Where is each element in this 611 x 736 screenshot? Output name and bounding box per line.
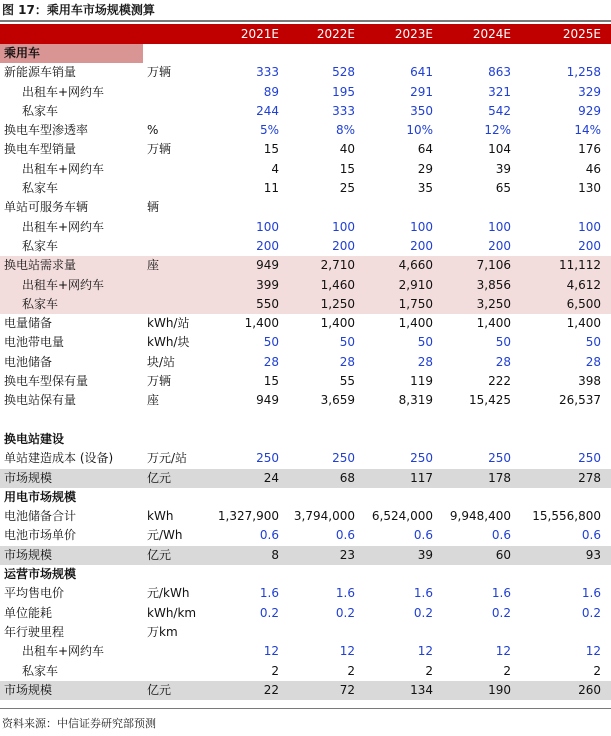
row-label: 换电站需求量	[4, 258, 77, 273]
value-cell: 333	[256, 65, 279, 80]
value-cell: 100	[332, 219, 355, 234]
table-row	[0, 565, 611, 584]
table-row	[0, 353, 611, 372]
value-cell: 64	[417, 142, 433, 157]
value-cell: 15,425	[469, 393, 511, 408]
value-cell: 1,400	[244, 316, 279, 331]
table-row	[0, 83, 611, 102]
value-cell: 3,250	[476, 296, 511, 311]
row-unit: 座	[147, 258, 160, 273]
value-cell: 250	[410, 451, 433, 466]
value-cell: 6,524,000	[371, 509, 433, 524]
value-cell: 2	[593, 663, 601, 678]
value-cell: 190	[488, 682, 511, 697]
value-cell: 195	[332, 84, 355, 99]
value-cell: 12%	[484, 123, 511, 138]
value-cell: 321	[488, 84, 511, 99]
table-row	[0, 160, 611, 179]
table-row	[0, 121, 611, 140]
value-cell: 50	[495, 335, 511, 350]
value-cell: 0.2	[581, 605, 601, 620]
value-cell: 130	[578, 181, 601, 196]
value-cell: 35	[417, 181, 433, 196]
value-cell: 4,612	[566, 277, 601, 292]
table-row	[0, 333, 611, 352]
value-cell: 9,948,400	[449, 509, 511, 524]
value-cell: 1,750	[398, 296, 433, 311]
table-row	[0, 102, 611, 121]
value-cell: 200	[256, 238, 279, 253]
value-cell: 22	[263, 682, 279, 697]
table-row	[0, 372, 611, 391]
value-cell: 929	[578, 103, 601, 118]
row-label: 换电车型渗透率	[4, 123, 89, 138]
value-cell: 15	[339, 161, 355, 176]
value-cell: 2	[503, 663, 511, 678]
row-label: 单位能耗	[4, 605, 53, 620]
market-size-table	[0, 24, 611, 700]
value-cell: 4	[271, 161, 279, 176]
row-label: 单站可服务车辆	[4, 200, 89, 215]
row-unit: kWh/块	[147, 335, 190, 350]
value-cell: 28	[263, 354, 279, 369]
value-cell: 1,258	[566, 65, 601, 80]
value-cell: 100	[256, 219, 279, 234]
value-cell: 0.6	[413, 528, 433, 543]
value-cell: 641	[410, 65, 433, 80]
value-cell: 3,856	[476, 277, 511, 292]
value-cell: 8,319	[398, 393, 433, 408]
table-row	[0, 411, 611, 430]
value-cell: 28	[417, 354, 433, 369]
value-cell: 949	[256, 258, 279, 273]
row-label: 平均售电价	[4, 586, 65, 601]
value-cell: 26,537	[559, 393, 601, 408]
value-cell: 15	[263, 374, 279, 389]
value-cell: 100	[578, 219, 601, 234]
row-label: 出租车+网约车	[22, 84, 105, 99]
value-cell: 0.2	[259, 605, 279, 620]
value-cell: 200	[410, 238, 433, 253]
value-cell: 1.6	[413, 586, 433, 601]
value-cell: 117	[410, 470, 433, 485]
value-cell: 134	[410, 682, 433, 697]
row-label: 出租车+网约车	[22, 644, 105, 659]
value-cell: 0.6	[491, 528, 511, 543]
year-header: 2025E	[562, 27, 601, 41]
value-cell: 2	[347, 663, 355, 678]
value-cell: 1.6	[581, 586, 601, 601]
value-cell: 222	[488, 374, 511, 389]
value-cell: 178	[488, 470, 511, 485]
value-cell: 28	[495, 354, 511, 369]
row-unit: 元/Wh	[147, 528, 183, 543]
row-unit: 亿元	[147, 470, 172, 485]
value-cell: 28	[339, 354, 355, 369]
value-cell: 200	[332, 238, 355, 253]
year-header: 2021E	[240, 27, 279, 41]
table-body	[0, 44, 611, 700]
value-cell: 291	[410, 84, 433, 99]
row-label: 电池带电量	[4, 335, 65, 350]
value-cell: 200	[578, 238, 601, 253]
row-label: 换电站建设	[4, 431, 65, 446]
table-row	[0, 140, 611, 159]
value-cell: 8%	[335, 123, 355, 138]
row-label: 运营市场规模	[4, 567, 77, 582]
value-cell: 398	[578, 374, 601, 389]
value-cell: 260	[578, 682, 601, 697]
table-row	[0, 44, 611, 63]
row-label: 电池储备	[4, 354, 53, 369]
value-cell: 29	[417, 161, 433, 176]
title-divider	[0, 20, 611, 22]
value-cell: 11	[263, 181, 279, 196]
table-row	[0, 276, 611, 295]
table-row	[0, 430, 611, 449]
value-cell: 2	[425, 663, 433, 678]
row-label: 新能源车销量	[4, 65, 77, 80]
row-unit: 亿元	[147, 682, 172, 697]
table-row	[0, 546, 611, 565]
row-label: 出租车+网约车	[22, 219, 105, 234]
value-cell: 250	[488, 451, 511, 466]
row-label: 私家车	[22, 296, 59, 311]
value-cell: 250	[332, 451, 355, 466]
source-note: 资料来源：中信证券研究部预测	[2, 717, 156, 730]
value-cell: 1,400	[476, 316, 511, 331]
value-cell: 65	[495, 181, 511, 196]
value-cell: 55	[339, 374, 355, 389]
value-cell: 7,106	[476, 258, 511, 273]
row-label: 市场规模	[4, 682, 53, 697]
table-row	[0, 623, 611, 642]
row-unit: kWh/站	[147, 316, 190, 331]
table-row	[0, 526, 611, 545]
row-label: 私家车	[22, 238, 59, 253]
value-cell: 12	[585, 644, 601, 659]
value-cell: 46	[585, 161, 601, 176]
row-unit: 亿元	[147, 547, 172, 562]
value-cell: 15	[263, 142, 279, 157]
row-unit: kWh/km	[147, 605, 197, 620]
value-cell: 200	[488, 238, 511, 253]
row-unit: 元/kWh	[147, 586, 190, 601]
table-row	[0, 198, 611, 217]
value-cell: 1.6	[491, 586, 511, 601]
table-row	[0, 391, 611, 410]
row-label: 电量储备	[4, 316, 53, 331]
row-label: 换电车型销量	[4, 142, 77, 157]
value-cell: 12	[417, 644, 433, 659]
value-cell: 15,556,800	[532, 509, 601, 524]
row-label	[0, 411, 4, 430]
value-cell: 329	[578, 84, 601, 99]
row-label: 乘用车	[0, 44, 143, 63]
row-label: 市场规模	[4, 547, 53, 562]
table-row	[0, 237, 611, 256]
value-cell: 50	[339, 335, 355, 350]
value-cell: 250	[256, 451, 279, 466]
value-cell: 8	[271, 547, 279, 562]
value-cell: 40	[339, 142, 355, 157]
value-cell: 333	[332, 103, 355, 118]
table-header-row	[0, 24, 611, 44]
value-cell: 1,460	[320, 277, 355, 292]
table-row	[0, 642, 611, 661]
row-unit: 万辆	[147, 142, 172, 157]
value-cell: 39	[417, 547, 433, 562]
value-cell: 119	[410, 374, 433, 389]
value-cell: 863	[488, 65, 511, 80]
row-unit: 辆	[147, 200, 160, 215]
value-cell: 550	[256, 296, 279, 311]
value-cell: 12	[495, 644, 511, 659]
value-cell: 1,400	[320, 316, 355, 331]
value-cell: 100	[488, 219, 511, 234]
value-cell: 2,910	[398, 277, 433, 292]
value-cell: 10%	[406, 123, 433, 138]
row-label: 用电市场规模	[4, 489, 77, 504]
table-row	[0, 584, 611, 603]
table-row	[0, 662, 611, 681]
value-cell: 104	[488, 142, 511, 157]
value-cell: 250	[578, 451, 601, 466]
row-label: 换电站保有量	[4, 393, 77, 408]
value-cell: 0.2	[335, 605, 355, 620]
value-cell: 2	[271, 663, 279, 678]
value-cell: 4,660	[398, 258, 433, 273]
value-cell: 528	[332, 65, 355, 80]
value-cell: 1,400	[398, 316, 433, 331]
value-cell: 176	[578, 142, 601, 157]
value-cell: 5%	[259, 123, 279, 138]
figure-title: 图 17：乘用车市场规模测算	[2, 3, 155, 17]
value-cell: 24	[263, 470, 279, 485]
row-label: 私家车	[22, 181, 59, 196]
row-unit: 万辆	[147, 374, 172, 389]
value-cell: 68	[339, 470, 355, 485]
row-unit: 万元/站	[147, 451, 188, 466]
row-label: 出租车+网约车	[22, 161, 105, 176]
value-cell: 50	[585, 335, 601, 350]
value-cell: 60	[495, 547, 511, 562]
value-cell: 50	[263, 335, 279, 350]
table-row	[0, 314, 611, 333]
row-unit: 块/站	[147, 354, 176, 369]
value-cell: 399	[256, 277, 279, 292]
row-label: 电池市场单价	[4, 528, 77, 543]
value-cell: 3,794,000	[293, 509, 355, 524]
row-label: 私家车	[22, 663, 59, 678]
table-row	[0, 295, 611, 314]
table-row	[0, 681, 611, 700]
value-cell: 0.2	[413, 605, 433, 620]
row-unit: 座	[147, 393, 160, 408]
row-label: 单站建造成本 (设备)	[4, 451, 114, 466]
value-cell: 1,250	[320, 296, 355, 311]
value-cell: 1,400	[566, 316, 601, 331]
value-cell: 89	[263, 84, 279, 99]
value-cell: 244	[256, 103, 279, 118]
value-cell: 3,659	[320, 393, 355, 408]
value-cell: 12	[263, 644, 279, 659]
table-row	[0, 179, 611, 198]
value-cell: 28	[585, 354, 601, 369]
value-cell: 1,327,900	[217, 509, 279, 524]
year-header: 2022E	[316, 27, 355, 41]
row-label: 出租车+网约车	[22, 277, 105, 292]
value-cell: 93	[585, 547, 601, 562]
year-header: 2024E	[472, 27, 511, 41]
row-unit: 万辆	[147, 65, 172, 80]
value-cell: 39	[495, 161, 511, 176]
value-cell: 50	[417, 335, 433, 350]
value-cell: 1.6	[335, 586, 355, 601]
value-cell: 350	[410, 103, 433, 118]
row-label: 市场规模	[4, 470, 53, 485]
table-row	[0, 469, 611, 488]
value-cell: 72	[339, 682, 355, 697]
value-cell: 14%	[574, 123, 601, 138]
value-cell: 6,500	[566, 296, 601, 311]
value-cell: 12	[339, 644, 355, 659]
row-label: 电池储备合计	[4, 509, 77, 524]
value-cell: 278	[578, 470, 601, 485]
year-header: 2023E	[394, 27, 433, 41]
value-cell: 0.6	[581, 528, 601, 543]
value-cell: 100	[410, 219, 433, 234]
bottom-divider	[0, 708, 611, 709]
table-row	[0, 256, 611, 275]
table-row	[0, 488, 611, 507]
value-cell: 949	[256, 393, 279, 408]
row-label: 换电车型保有量	[4, 374, 89, 389]
table-row	[0, 63, 611, 82]
row-label: 私家车	[22, 103, 59, 118]
table-row	[0, 218, 611, 237]
table-row	[0, 604, 611, 623]
row-unit: kWh	[147, 509, 174, 524]
value-cell: 1.6	[259, 586, 279, 601]
value-cell: 542	[488, 103, 511, 118]
value-cell: 11,112	[559, 258, 601, 273]
value-cell: 0.2	[491, 605, 511, 620]
table-row	[0, 507, 611, 526]
value-cell: 0.6	[259, 528, 279, 543]
value-cell: 0.6	[335, 528, 355, 543]
value-cell: 23	[339, 547, 355, 562]
value-cell: 25	[339, 181, 355, 196]
row-unit: 万km	[147, 624, 178, 639]
table-row	[0, 449, 611, 468]
value-cell: 2,710	[320, 258, 355, 273]
row-label: 年行驶里程	[4, 624, 65, 639]
row-unit: %	[147, 123, 159, 138]
